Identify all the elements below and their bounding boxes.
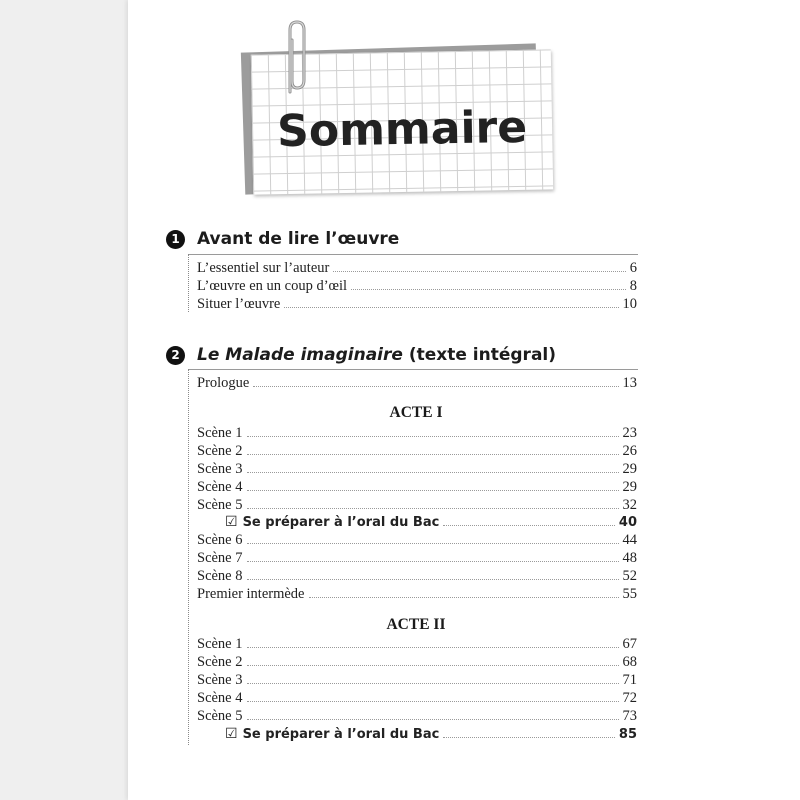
entry-page: 67 [622, 636, 637, 652]
leader-dots [351, 278, 626, 290]
leader-dots [253, 375, 618, 387]
toc-entry[interactable] [197, 672, 637, 690]
section-1-heading [166, 229, 399, 249]
page-title: Sommaire [276, 101, 528, 158]
section-1-title: Avant de lire l’œuvre [197, 229, 400, 249]
toc-entry[interactable] [197, 443, 637, 461]
leader-dots [247, 497, 619, 509]
section-1-number: 1 [166, 230, 185, 249]
entry-label: Scène 6 [197, 532, 243, 548]
section-2-heading [166, 345, 556, 365]
toc-entry[interactable] [197, 550, 637, 568]
section-2-margin-line [188, 369, 189, 745]
toc-entry[interactable] [197, 479, 637, 497]
entry-page: 68 [622, 654, 637, 670]
section-2-title-rest: (texte intégral) [402, 345, 557, 365]
toc-entry[interactable] [197, 654, 637, 672]
leader-dots [443, 514, 615, 526]
section-1-margin-line [188, 254, 189, 312]
entry-label: Scène 4 [197, 690, 243, 706]
entry-label: Se préparer à l’oral du Bac [242, 515, 440, 530]
section-2-title [197, 345, 556, 365]
entry-label: Scène 5 [197, 708, 243, 724]
toc-entry[interactable] [197, 586, 637, 604]
checkbox-icon: ☑ [225, 514, 238, 530]
toc-entry[interactable] [197, 636, 637, 654]
entry-label: Scène 3 [197, 461, 243, 477]
leader-dots [309, 586, 619, 598]
entry-page: 29 [622, 461, 637, 477]
leader-dots [247, 532, 619, 544]
paperclip-icon [278, 18, 312, 98]
toc-entry[interactable] [197, 425, 637, 443]
entry-label: Prologue [197, 375, 250, 391]
background-left [0, 0, 128, 800]
leader-dots [284, 296, 618, 308]
entry-page: 6 [629, 260, 637, 276]
entry-page: 73 [622, 708, 637, 724]
leader-dots [247, 479, 619, 491]
checkbox-icon: ☑ [225, 726, 238, 742]
section-2-title-italic: Le Malade imaginaire [197, 345, 403, 365]
entry-page: 40 [618, 515, 637, 530]
entry-page: 32 [622, 497, 637, 513]
entry-label: Se préparer à l’oral du Bac [242, 727, 440, 742]
entry-label: Scène 2 [197, 443, 243, 459]
leader-dots [247, 708, 619, 720]
entry-page: 48 [622, 550, 637, 566]
leader-dots [247, 636, 619, 648]
leader-dots [247, 690, 619, 702]
leader-dots [333, 260, 625, 272]
acte-2-heading: ACTE II [386, 616, 446, 633]
entry-label: Scène 1 [197, 636, 243, 652]
entry-page: 23 [622, 425, 637, 441]
acte-1-heading: ACTE I [389, 404, 443, 421]
toc-entry-bac[interactable] [225, 726, 637, 744]
leader-dots [247, 461, 619, 473]
entry-page: 10 [622, 296, 637, 312]
leader-dots [247, 654, 619, 666]
entry-page: 72 [622, 690, 637, 706]
entry-label: L’œuvre en un coup d’œil [197, 278, 348, 294]
leader-dots [247, 550, 619, 562]
entry-page: 26 [622, 443, 637, 459]
entry-page: 55 [622, 586, 637, 602]
toc-entry[interactable] [197, 690, 637, 708]
leader-dots [247, 672, 619, 684]
entry-page: 29 [622, 479, 637, 495]
toc-entry[interactable] [197, 708, 637, 726]
entry-label: Scène 7 [197, 550, 243, 566]
entry-page: 8 [629, 278, 637, 294]
entry-page: 13 [622, 375, 637, 391]
entry-label: Scène 2 [197, 654, 243, 670]
entry-label: Scène 3 [197, 672, 243, 688]
entry-label: Premier intermède [197, 586, 305, 602]
entry-page: 71 [622, 672, 637, 688]
toc-entry[interactable] [197, 497, 637, 515]
toc-entry[interactable] [197, 461, 637, 479]
toc-entry[interactable] [197, 278, 637, 296]
toc-entry[interactable] [197, 532, 637, 550]
entry-page: 85 [618, 727, 637, 742]
toc-entry[interactable] [197, 568, 637, 586]
entry-label: L’essentiel sur l’auteur [197, 260, 330, 276]
leader-dots [247, 568, 619, 580]
entry-page: 52 [622, 568, 637, 584]
leader-dots [247, 443, 619, 455]
entry-label: Scène 1 [197, 425, 243, 441]
entry-label: Scène 8 [197, 568, 243, 584]
section-2-rule [188, 369, 638, 370]
entry-label: Situer l’œuvre [197, 296, 281, 312]
entry-page: 44 [622, 532, 637, 548]
toc-entry[interactable] [197, 296, 637, 314]
entry-label: Scène 5 [197, 497, 243, 513]
leader-dots [247, 425, 619, 437]
toc-entry[interactable] [197, 260, 637, 278]
leader-dots [443, 726, 615, 738]
toc-entry-prologue[interactable] [197, 375, 637, 393]
section-1-rule [188, 254, 638, 255]
entry-label: Scène 4 [197, 479, 243, 495]
toc-entry-bac[interactable] [225, 514, 637, 532]
section-2-number: 2 [166, 346, 185, 365]
